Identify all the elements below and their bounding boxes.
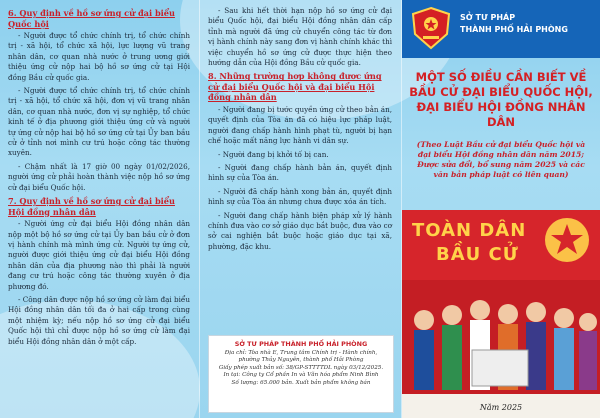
org-name-line-2: THÀNH PHỐ HẢI PHÒNG xyxy=(460,25,568,34)
section-6-heading: 6. Quy định về hồ sơ ứng cử đại biểu Quốc hội xyxy=(8,8,175,29)
publisher-quantity: Số lượng: 65.000 bản. Xuất bản phẩm không bán xyxy=(231,379,371,386)
publisher-license: Giấy phép xuất bản số: 38/GP-STTTTDL ngày 03/12/2025. xyxy=(218,364,384,371)
cover-subtitle: (Theo Luật Bầu cử đại biểu Quốc hội và đại biểu Hội đồng nhân dân năm 2015; Được sửa đổi, bổ sung năm 2025 và các văn bản pháp luật có liên quan) xyxy=(416,140,586,179)
section-7-heading: 7. Quy định về hồ sơ ứng cử đại biểu Hội đồng nhân dân xyxy=(8,196,175,217)
section-8-para-3: - Người đang chấp hành bản án, quyết định hình sự của Tòa án. xyxy=(208,162,392,183)
publication-year: Năm 2025 xyxy=(479,403,523,412)
publisher-title: SỞ TƯ PHÁP THÀNH PHỐ HẢI PHÒNG xyxy=(234,340,368,348)
cover-header xyxy=(402,0,600,58)
section-7-para-1: - Người ứng cử đại biểu Hội đồng nhân dân nộp một bộ hồ sơ ứng cử tại Ủy ban bầu cử ở đơn vị hành chính mà mình ứng cử. Người tự ứng cử, người được giới thiệu ứng cử đại biểu Hội đồng nhân dân của địa phương nào thì phải là người đang cư trú hoặc công tác thường xuyên ở địa phương đó. xyxy=(8,219,190,291)
org-name xyxy=(460,12,568,36)
publisher-address-1: Địa chỉ: Tòa nhà E, Trung tâm Chính trị - Hành chính, xyxy=(224,350,378,356)
section-8-para-1: - Người đang bị tước quyền ứng cử theo bản án, quyết định của Tòa án đã có hiệu lực pháp luật, người đang chấp hành hình phạt tù, người bị hạn chế hoặc mất năng lực hành vi dân sự. xyxy=(208,104,392,146)
section-7-para-2: - Công dân được nộp hồ sơ ứng cử làm đại biểu Hội đồng nhân dân tối đa ở hai cấp trong cùng một nhiệm kỳ; nếu nộp hồ sơ ứng cử đại biểu Quốc hội thì chỉ được nộp hồ sơ ứng cử làm đại biểu Hội đồng nhân dân ở một cấp. xyxy=(8,294,190,346)
section-8-para-2: - Người đang bị khởi tố bị can. xyxy=(218,149,329,159)
section-6-para-3: - Chậm nhất là 17 giờ 00 ngày 01/02/2026, người ứng cử phải hoàn thành việc nộp hồ sơ ứng cử đại biểu Quốc hội. xyxy=(8,161,190,192)
section-6-para-2: - Người được tổ chức chính trị, tổ chức chính trị - xã hội, tổ chức xã hội, đơn vị vũ trang nhân dân, cơ quan nhà nước, đơn vị sự nghiệp, tổ chức kinh tế ở địa phương giới thiệu ứng cử và người tự ứng cử nộp hai bộ hồ sơ ứng cử tại Ủy ban bầu cử ở tỉnh nơi mình cư trú hoặc công tác thường xuyên. xyxy=(8,86,190,158)
section-8-para-4: - Người đã chấp hành xong bản án, quyết định hình sự của Tòa án nhưng chưa được xóa án tích. xyxy=(208,186,392,207)
publisher-printer: In tại: Công ty Cổ phần In và Văn hóa phẩm Ninh Bình xyxy=(223,372,379,379)
justice-emblem-icon xyxy=(410,6,452,50)
org-name-line-1: SỞ TƯ PHÁP xyxy=(460,13,516,22)
cover-panel xyxy=(402,0,600,418)
poster-slogan-line-1: TOÀN DÂN xyxy=(412,220,527,241)
election-poster xyxy=(402,210,600,418)
section-8-para-5: - Người đang chấp hành biện pháp xử lý hành chính đưa vào cơ sở giáo dục bắt buộc, đưa vào cơ sở cai nghiện bắt buộc hoặc giáo dục tại xã, phường, đặc khu. xyxy=(208,210,392,251)
poster-slogan-line-2: BẦU CỬ xyxy=(436,244,519,265)
publisher-address-2: phường Thủy Nguyên, thành phố Hải Phòng xyxy=(238,357,364,364)
section-8-heading: 8. Những trường hợp không được ứng cử đại biểu Quốc hội và đại biểu Hội đồng nhân dân xyxy=(208,71,382,103)
publisher-info-box xyxy=(208,335,394,413)
section-7-para-3: - Sau khi hết thời hạn nộp hồ sơ ứng cử đại biểu Quốc hội, đại biểu Hội đồng nhân dân cấp tỉnh mà người đã ứng cử chuyển công tác từ đơn vị hành chính này sang đơn vị hành chính khác thì việc chuyển hồ sơ ứng cử được thực hiện theo hướng dẫn của Hội đồng Bầu cử quốc gia. xyxy=(208,6,392,68)
column-left xyxy=(0,0,198,418)
cover-title: MỘT SỐ ĐIỀU CẦN BIẾT VỀ BẦU CỬ ĐẠI BIỂU QUỐC HỘI, ĐẠI BIỂU HỘI ĐỒNG NHÂN DÂN xyxy=(409,70,593,129)
section-6-para-1: - Người được tổ chức chính trị, tổ chức chính trị - xã hội, tổ chức xã hội, lực lượng vũ trang nhân dân, cơ quan nhà nước ở trung ương giới thiệu ứng cử nộp hai bộ hồ sơ ứng cử tại Hội đồng Bầu cử quốc gia. xyxy=(8,31,190,82)
poster-illustration xyxy=(402,210,600,418)
